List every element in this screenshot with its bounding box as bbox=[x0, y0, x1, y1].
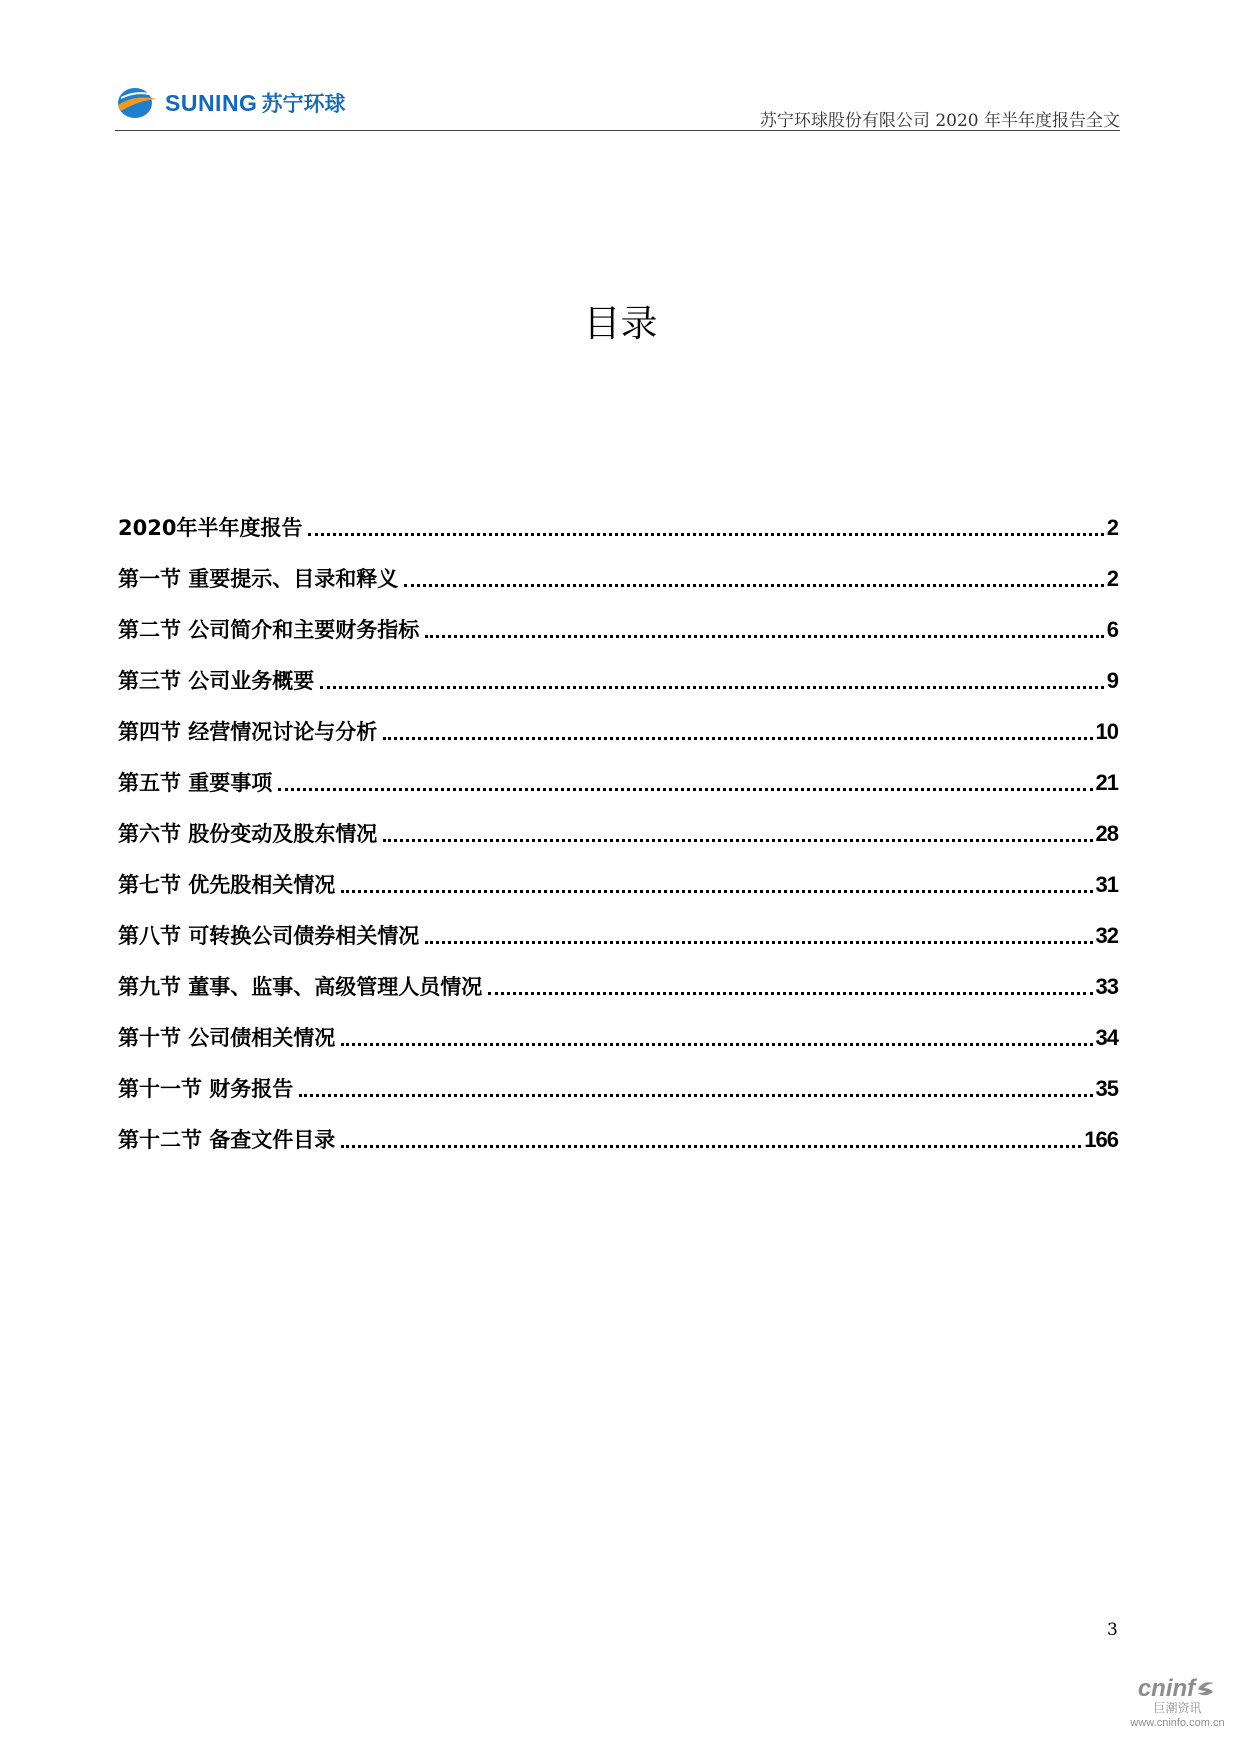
toc-dot-leader bbox=[488, 992, 1092, 995]
toc-entry-label: 第八节 可转换公司债券相关情况 bbox=[118, 924, 420, 948]
toc-entry[interactable] bbox=[118, 848, 1118, 899]
toc-entry-label: 第十二节 备查文件目录 bbox=[118, 1128, 336, 1152]
toc-dot-leader bbox=[341, 1145, 1081, 1148]
toc-dot-leader bbox=[383, 737, 1092, 740]
suning-logo bbox=[115, 86, 345, 120]
toc-dot-leader bbox=[425, 941, 1092, 944]
toc-entry[interactable] bbox=[118, 644, 1118, 695]
toc-entry-page: 21 bbox=[1095, 770, 1118, 795]
table-of-contents bbox=[118, 491, 1118, 1154]
suning-logo-icon bbox=[115, 86, 159, 120]
toc-dot-leader bbox=[308, 533, 1103, 536]
toc-entry-label: 第三节 公司业务概要 bbox=[118, 669, 315, 693]
logo-cn-text: 苏宁环球 bbox=[261, 92, 346, 116]
watermark-sub: 巨潮资讯 bbox=[1153, 1701, 1202, 1715]
toc-dot-leader bbox=[425, 635, 1103, 638]
toc-entry[interactable] bbox=[118, 797, 1118, 848]
toc-entry-page: 9 bbox=[1106, 668, 1118, 693]
cninfo-logo-icon bbox=[1195, 1679, 1217, 1699]
toc-entry[interactable] bbox=[118, 899, 1118, 950]
toc-dot-leader bbox=[341, 1043, 1092, 1046]
toc-entry-page: 10 bbox=[1095, 719, 1118, 744]
toc-dot-leader bbox=[278, 788, 1092, 791]
toc-entry-label: 第一节 重要提示、目录和释义 bbox=[118, 567, 399, 591]
toc-entry-page: 32 bbox=[1095, 923, 1118, 948]
toc-entry-label: 2020年半年度报告 bbox=[118, 516, 303, 540]
toc-title: 目录 bbox=[583, 302, 658, 345]
toc-entry[interactable] bbox=[118, 542, 1118, 593]
toc-entry[interactable] bbox=[118, 746, 1118, 797]
toc-dot-leader bbox=[320, 686, 1103, 689]
toc-entry[interactable] bbox=[118, 491, 1118, 542]
logo-text: SUNING bbox=[165, 89, 258, 116]
toc-entry-label: 第七节 优先股相关情况 bbox=[118, 873, 336, 897]
toc-entry-page: 31 bbox=[1095, 872, 1118, 897]
toc-entry[interactable] bbox=[118, 695, 1118, 746]
toc-entry-page: 166 bbox=[1084, 1127, 1118, 1152]
page-header bbox=[115, 82, 1120, 132]
toc-entry[interactable] bbox=[118, 950, 1118, 1001]
toc-entry-label: 第五节 重要事项 bbox=[118, 771, 273, 795]
toc-dot-leader bbox=[404, 584, 1103, 587]
header-title: 苏宁环球股份有限公司 2020 年半年度报告全文 bbox=[759, 111, 1120, 131]
toc-entry-page: 33 bbox=[1095, 974, 1118, 999]
toc-entry-label: 第十节 公司债相关情况 bbox=[118, 1026, 336, 1050]
watermark-text: cninf bbox=[1137, 1675, 1196, 1702]
toc-entry[interactable] bbox=[118, 1103, 1118, 1154]
toc-entry-label: 第九节 董事、监事、高级管理人员情况 bbox=[118, 975, 483, 999]
toc-dot-leader bbox=[341, 890, 1092, 893]
toc-entry[interactable] bbox=[118, 593, 1118, 644]
header-divider bbox=[115, 130, 1120, 131]
toc-entry[interactable] bbox=[118, 1052, 1118, 1103]
toc-entry-label: 第十一节 财务报告 bbox=[118, 1077, 294, 1101]
toc-dot-leader bbox=[383, 839, 1092, 842]
toc-entry-page: 28 bbox=[1095, 821, 1118, 846]
toc-entry[interactable] bbox=[118, 1001, 1118, 1052]
toc-dot-leader bbox=[299, 1094, 1092, 1097]
toc-entry-label: 第二节 公司简介和主要财务指标 bbox=[118, 618, 420, 642]
toc-entry-page: 2 bbox=[1106, 566, 1118, 591]
page-number: 3 bbox=[1107, 1620, 1118, 1640]
toc-entry-page: 34 bbox=[1095, 1025, 1118, 1050]
toc-entry-page: 6 bbox=[1106, 617, 1118, 642]
toc-entry-label: 第六节 股份变动及股东情况 bbox=[118, 822, 378, 846]
toc-entry-page: 35 bbox=[1095, 1076, 1118, 1101]
cninfo-watermark bbox=[1120, 1675, 1235, 1729]
toc-entry-page: 2 bbox=[1106, 515, 1118, 540]
toc-entry-label: 第四节 经营情况讨论与分析 bbox=[118, 720, 378, 744]
watermark-url: www.cninfo.com.cn bbox=[1130, 1717, 1225, 1729]
